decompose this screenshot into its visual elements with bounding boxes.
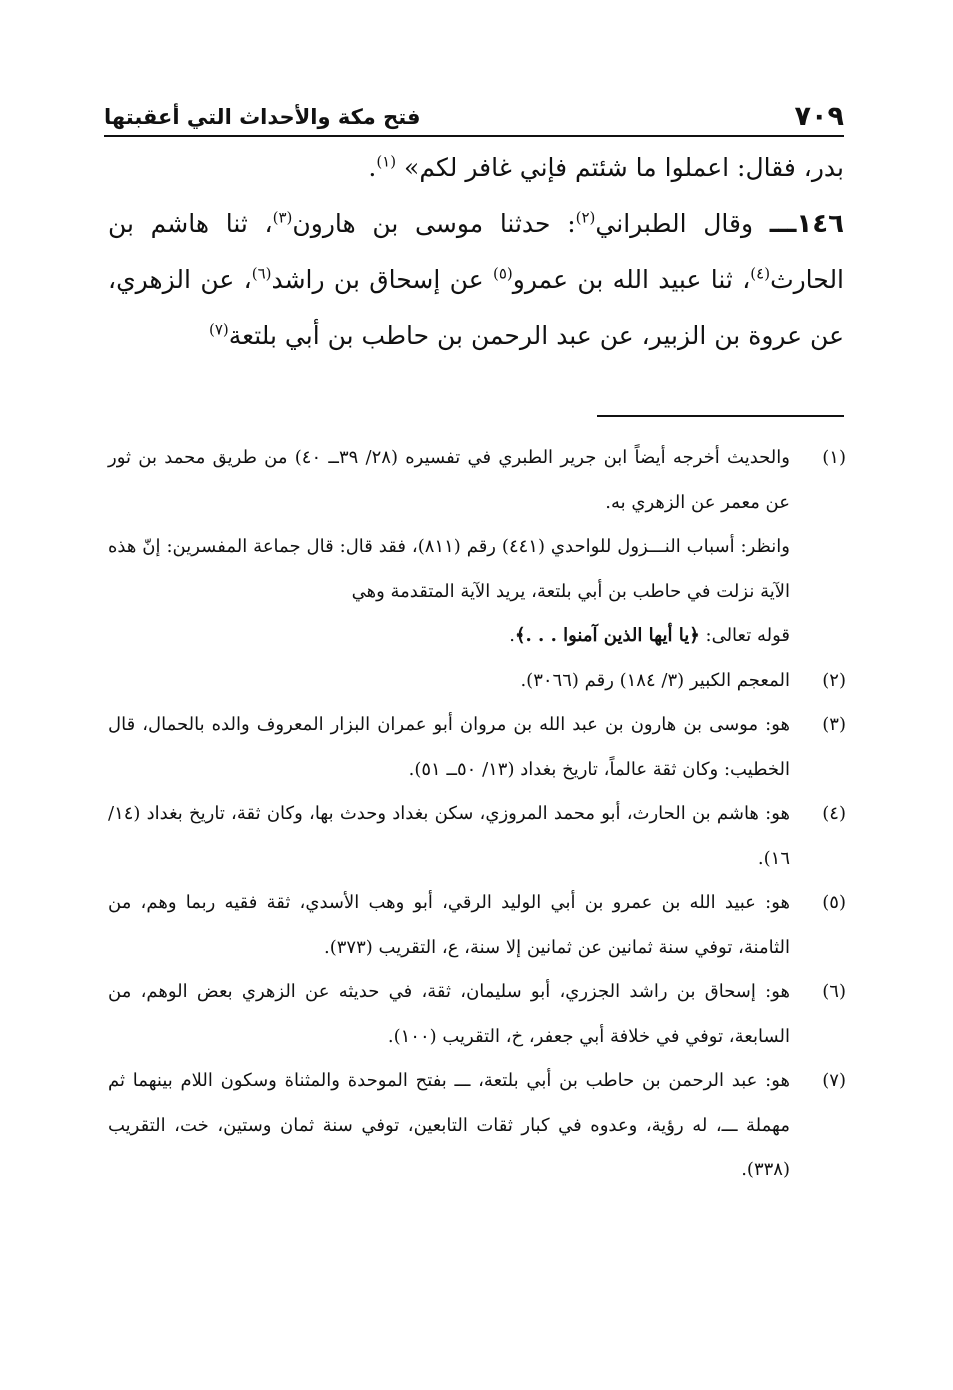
footnote-4 [108,792,846,881]
hadith-segment-5: عن إسحاق بن راشد [271,265,493,294]
chapter-title: فتح مكة والأحداث التي أعقبتها [104,105,421,129]
footnote-number: (٦) [822,981,846,1002]
footnotes [108,436,846,1193]
footnote-number: (٣) [822,714,846,735]
header-rule [104,135,844,137]
footnote-2 [108,659,846,704]
footnote-quote-prefix: قوله تعالى: [699,625,790,646]
running-header [104,96,844,132]
footnote-3 [108,703,846,792]
footnote-ref-1: (١) [376,152,397,171]
hadith-segment-6: ، عن الزهري، عن عروة بن الزبير، عن عبد الرحمن بن حاطب بن أبي بلتعة [108,265,844,350]
footnote-7 [108,1059,846,1193]
footnote-text: المعجم الكبير (٣/ ١٨٤) رقم (٣٠٦٦). [520,669,790,691]
footnote-6 [108,970,846,1059]
main-text [108,140,844,364]
footnote-ref-3: (٣) [272,208,293,227]
footnote-separator [597,415,844,417]
continuation-end: . [368,153,377,182]
continuation-text: بدر، فقال: اعملوا ما شئتم فإني غافر لكم» [404,153,844,182]
quran-quote: ﴿يا أيها الذين آمنوا . . .﴾ [514,625,700,646]
footnote-ref-4: (٤) [750,264,771,283]
hadith-paragraph [108,196,844,364]
footnote-ref-7: (٧) [208,320,229,339]
footnote-text: هو: عبد الرحمن بن حاطب بن أبي بلتعة، ـــ بفتح الموحدة والمثناة وسكون اللام بينهما ثم مهملة ـــ، له رؤية، وعدوه في كبار ثقات التابعين، توفي سنة ثمان وستين، خت، التقريب (٣٣٨). [108,1070,790,1180]
hadith-number: ١٤٦ـــ [769,209,845,239]
footnote-ref-2: (٢) [575,208,596,227]
footnote-number: (٥) [822,892,846,913]
footnote-text: هو: إسحاق بن راشد الجزري، أبو سليمان، ثقة، في حديثه عن الزهري بعض الوهم، من السابعة، توفي في خلافة أبي جعفر، خ، التقريب (١٠٠). [108,981,790,1047]
footnote-1 [108,436,846,659]
footnote-number: (١) [822,447,846,468]
footnote-paragraph: وانظر: أسباب النـــزول للواحدي (٤٤١) رقم (٨١١)، فقد قال: قال جماعة المفسرين: إنّ هذه الآية نزلت في حاطب بن أبي بلتعة، يريد الآية المتقدمة وهي [108,536,791,602]
footnote-number: (٧) [822,1070,846,1091]
continuation-line [108,140,844,196]
footnote-quote-suffix: . [509,625,515,646]
footnote-5 [108,881,846,970]
footnote-text: هو: هاشم بن الحارث، أبو محمد المروزي، سكن بغداد وحدث بها، وكان ثقة، تاريخ بغداد (١٤/ ١٦). [108,803,790,869]
footnote-paragraph: والحديث أخرجه أيضاً ابن جرير الطبري في تفسيره (٢٨/ ٣٩ــ ٤٠) من طريق محمد بن ثور عن معمر عن الزهري به. [108,447,790,513]
footnote-text: هو: موسى بن هارون بن عبد الله بن مروان أبو عمران البزار المعروف والده بالحمال، قال الخطيب: وكان ثقة عالماً، تاريخ بغداد (١٣/ ٥٠ــ ٥١). [108,714,790,780]
footnote-text [108,436,790,659]
hadith-segment-1: وقال الطبراني [595,209,770,238]
hadith-segment-3: ، ثنا هاشم بن الحارث [108,209,845,294]
footnote-text: هو: عبيد الله بن عمرو بن أبي الوليد الرقي، أبو وهب الأسدي، ثقة فقيه ربما وهم، من الثامنة، توفي سنة ثمانين عن ثمانين إلا سنة، ع، التقريب (٣٧٣). [108,892,790,958]
footnote-number: (٢) [822,669,846,691]
footnote-paragraph [108,614,790,659]
footnote-number: (٤) [822,803,846,824]
hadith-segment-4: ، ثنا عبيد الله بن عمرو [512,265,751,294]
footnote-ref-5: (٥) [492,264,513,283]
footnote-ref-6: (٦) [251,264,272,283]
hadith-segment-2: : حدثنا موسى بن هارون [292,209,576,238]
page-number: ٧٠٩ [794,101,844,132]
